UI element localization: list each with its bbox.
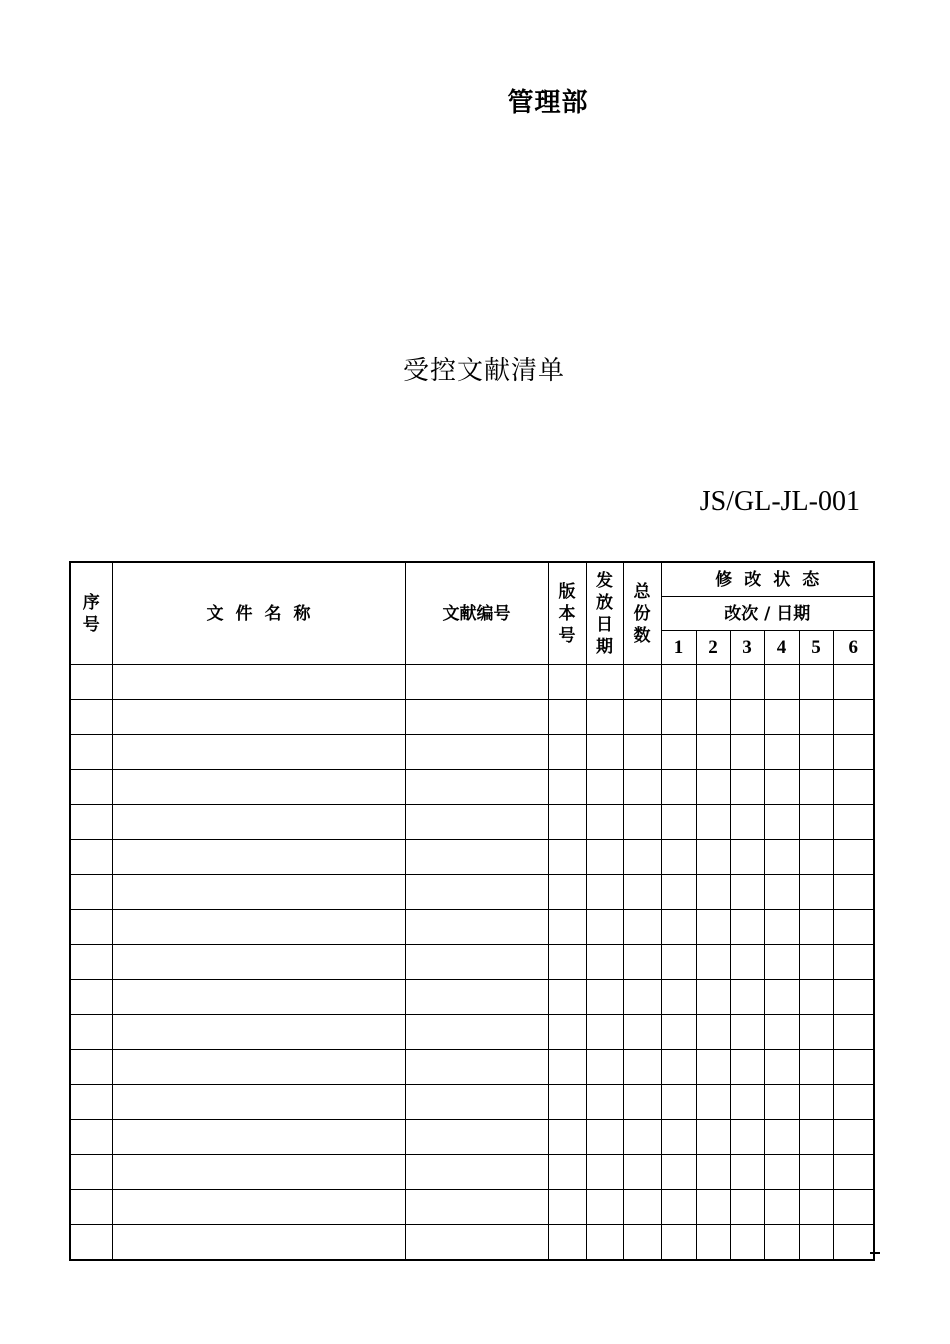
header-total-copies-char: 数 [633, 625, 651, 646]
table-cell[interactable] [696, 1225, 730, 1261]
table-cell[interactable] [730, 1015, 764, 1050]
table-cell[interactable] [661, 700, 696, 735]
table-cell[interactable] [405, 1050, 548, 1085]
table-cell[interactable] [70, 700, 112, 735]
table-cell[interactable] [661, 1155, 696, 1190]
header-version-char: 版 [558, 581, 576, 602]
table-cell[interactable] [833, 980, 874, 1015]
table-cell[interactable] [405, 910, 548, 945]
table-cell[interactable] [730, 980, 764, 1015]
table-row [70, 1225, 874, 1261]
table-row [70, 980, 874, 1015]
table-cell[interactable] [661, 1050, 696, 1085]
table-cell[interactable] [696, 945, 730, 980]
table-cell[interactable] [112, 1190, 405, 1225]
table-cell[interactable] [405, 665, 548, 700]
table-cell[interactable] [112, 700, 405, 735]
table-cell[interactable] [764, 1225, 799, 1261]
table-cell[interactable] [70, 1225, 112, 1261]
table-cell[interactable] [623, 665, 661, 700]
table-cell[interactable] [586, 1085, 623, 1120]
table-cell[interactable] [112, 1120, 405, 1155]
table-cell[interactable] [833, 910, 874, 945]
table-cell[interactable] [764, 910, 799, 945]
table-cell[interactable] [586, 1190, 623, 1225]
table-cell[interactable] [548, 910, 586, 945]
table-cell[interactable] [548, 1225, 586, 1261]
table-cell[interactable] [661, 770, 696, 805]
table-cell[interactable] [623, 840, 661, 875]
revision-number: 6 [833, 631, 874, 665]
table-cell[interactable] [586, 700, 623, 735]
table-cell[interactable] [70, 805, 112, 840]
table-cell[interactable] [730, 945, 764, 980]
table-cell[interactable] [70, 1050, 112, 1085]
table-cell[interactable] [112, 840, 405, 875]
table-row [70, 1190, 874, 1225]
table-cell[interactable] [405, 700, 548, 735]
table-cell[interactable] [833, 1190, 874, 1225]
table-cell[interactable] [623, 1190, 661, 1225]
table-cell[interactable] [70, 840, 112, 875]
table-cell[interactable] [730, 700, 764, 735]
table-cell[interactable] [764, 805, 799, 840]
table-cell[interactable] [548, 875, 586, 910]
table-cell[interactable] [661, 1225, 696, 1261]
table-cell[interactable] [405, 770, 548, 805]
table-row [70, 1085, 874, 1120]
table-cell[interactable] [623, 875, 661, 910]
table-cell[interactable] [764, 875, 799, 910]
table-cell[interactable] [586, 1120, 623, 1155]
table-cell[interactable] [799, 1015, 833, 1050]
table-cell[interactable] [764, 770, 799, 805]
header-revision-status: 修改状态 [661, 562, 874, 597]
table-cell[interactable] [696, 910, 730, 945]
table-cell[interactable] [764, 1015, 799, 1050]
table-cell[interactable] [586, 805, 623, 840]
table-cell[interactable] [548, 980, 586, 1015]
header-document-number: 文献编号 [405, 562, 548, 665]
table-cell[interactable] [799, 1190, 833, 1225]
table-cell[interactable] [696, 840, 730, 875]
table-cell[interactable] [623, 1050, 661, 1085]
table-cell[interactable] [764, 980, 799, 1015]
table-row [70, 1015, 874, 1050]
table-cell[interactable] [586, 735, 623, 770]
table-cell[interactable] [405, 875, 548, 910]
table-cell[interactable] [696, 665, 730, 700]
header-revision-date: 改次 / 日期 [661, 597, 874, 631]
table-cell[interactable] [833, 1015, 874, 1050]
document-title: 受控文献清单 [402, 356, 565, 386]
table-row [70, 735, 874, 770]
table-cell[interactable] [405, 1015, 548, 1050]
table-cell[interactable] [730, 1225, 764, 1261]
table-cell[interactable] [112, 875, 405, 910]
table-cell[interactable] [112, 665, 405, 700]
table-cell[interactable] [799, 700, 833, 735]
header-total-copies-char: 份 [633, 603, 651, 624]
table-cell[interactable] [730, 805, 764, 840]
table-cell[interactable] [623, 770, 661, 805]
table-cell[interactable] [833, 770, 874, 805]
table-row [70, 770, 874, 805]
table-cell[interactable] [586, 770, 623, 805]
table-cell[interactable] [112, 980, 405, 1015]
table-cell[interactable] [764, 1155, 799, 1190]
table-cell[interactable] [661, 805, 696, 840]
table-cell[interactable] [799, 770, 833, 805]
table-cell[interactable] [586, 840, 623, 875]
header-seq-char: 号 [82, 614, 100, 635]
table-cell[interactable] [833, 1225, 874, 1261]
table-cell[interactable] [586, 665, 623, 700]
table-cell[interactable] [548, 1085, 586, 1120]
table-cell[interactable] [799, 735, 833, 770]
department-title: 管理部 [507, 88, 589, 118]
table-cell[interactable] [70, 1015, 112, 1050]
table-cell[interactable] [112, 1155, 405, 1190]
table-cell[interactable] [548, 1015, 586, 1050]
table-row [70, 1050, 874, 1085]
table-cell[interactable] [730, 665, 764, 700]
table-cell[interactable] [405, 1120, 548, 1155]
table-cell[interactable] [70, 980, 112, 1015]
table-cell[interactable] [661, 840, 696, 875]
table-cell[interactable] [405, 735, 548, 770]
table-cell[interactable] [833, 945, 874, 980]
header-version-char: 本 [558, 603, 576, 624]
table-cell[interactable] [661, 1190, 696, 1225]
table-corner-mark [870, 1252, 880, 1254]
table-cell[interactable] [623, 1015, 661, 1050]
table-cell[interactable] [833, 805, 874, 840]
table-cell[interactable] [548, 840, 586, 875]
header-issue-date-char: 日 [596, 614, 613, 635]
table-cell[interactable] [623, 1225, 661, 1261]
table-cell[interactable] [548, 735, 586, 770]
table-cell[interactable] [405, 1225, 548, 1261]
revision-number: 1 [661, 631, 696, 665]
header-seq [70, 562, 112, 665]
table-cell[interactable] [799, 1085, 833, 1120]
table-cell[interactable] [730, 1120, 764, 1155]
table-row [70, 875, 874, 910]
table-cell[interactable] [833, 700, 874, 735]
header-issue-date [586, 562, 623, 665]
table-cell[interactable] [696, 1050, 730, 1085]
table-row [70, 910, 874, 945]
table-cell[interactable] [799, 665, 833, 700]
table-cell[interactable] [548, 770, 586, 805]
header-file-name: 文件名称 [112, 562, 405, 665]
header-total-copies-char: 总 [633, 581, 651, 602]
table-cell[interactable] [661, 945, 696, 980]
table-cell[interactable] [586, 1155, 623, 1190]
table-cell[interactable] [833, 735, 874, 770]
table-cell[interactable] [405, 1085, 548, 1120]
revision-number: 3 [730, 631, 764, 665]
table-cell[interactable] [70, 875, 112, 910]
table-cell[interactable] [112, 735, 405, 770]
table-cell[interactable] [730, 735, 764, 770]
table-cell[interactable] [661, 1120, 696, 1155]
header-issue-date-char: 放 [596, 592, 613, 613]
table-cell[interactable] [112, 1015, 405, 1050]
table-cell[interactable] [548, 805, 586, 840]
table-cell[interactable] [730, 910, 764, 945]
table-cell[interactable] [799, 1155, 833, 1190]
table-cell[interactable] [833, 665, 874, 700]
table-cell[interactable] [586, 875, 623, 910]
table-cell[interactable] [764, 1120, 799, 1155]
table-cell[interactable] [696, 1015, 730, 1050]
controlled-documents-table [69, 561, 875, 1261]
table-cell[interactable] [623, 1155, 661, 1190]
table-cell[interactable] [661, 735, 696, 770]
revision-number: 5 [799, 631, 833, 665]
revision-number: 4 [764, 631, 799, 665]
table-cell[interactable] [730, 875, 764, 910]
table-cell[interactable] [623, 945, 661, 980]
table-cell[interactable] [112, 770, 405, 805]
table-row [70, 1155, 874, 1190]
table-cell[interactable] [696, 735, 730, 770]
table-cell[interactable] [405, 840, 548, 875]
table-row [70, 665, 874, 700]
table-cell[interactable] [799, 875, 833, 910]
table-cell[interactable] [548, 945, 586, 980]
table-cell[interactable] [548, 1050, 586, 1085]
table-cell[interactable] [764, 665, 799, 700]
table-cell[interactable] [764, 1085, 799, 1120]
table-cell[interactable] [799, 980, 833, 1015]
table-cell[interactable] [764, 700, 799, 735]
table-cell[interactable] [70, 945, 112, 980]
table-cell[interactable] [112, 945, 405, 980]
table-cell[interactable] [730, 840, 764, 875]
table-cell[interactable] [548, 700, 586, 735]
table-cell[interactable] [112, 1085, 405, 1120]
table-cell[interactable] [696, 1190, 730, 1225]
table-cell[interactable] [730, 1155, 764, 1190]
table-cell[interactable] [405, 805, 548, 840]
table-cell[interactable] [833, 1155, 874, 1190]
table-cell[interactable] [764, 1050, 799, 1085]
table-cell[interactable] [112, 910, 405, 945]
table-cell[interactable] [661, 1085, 696, 1120]
table-cell[interactable] [70, 770, 112, 805]
table-cell[interactable] [70, 1120, 112, 1155]
table-cell[interactable] [730, 1085, 764, 1120]
table-cell[interactable] [405, 1155, 548, 1190]
table-cell[interactable] [586, 1015, 623, 1050]
header-total-copies [623, 562, 661, 665]
table-cell[interactable] [661, 665, 696, 700]
table-cell[interactable] [730, 1190, 764, 1225]
header-version [548, 562, 586, 665]
document-code: JS/GL-JL-001 [699, 486, 860, 517]
table-cell[interactable] [70, 910, 112, 945]
table-row [70, 1120, 874, 1155]
table-row [70, 805, 874, 840]
table-cell[interactable] [112, 1050, 405, 1085]
table-row [70, 840, 874, 875]
table-cell[interactable] [70, 735, 112, 770]
table-cell[interactable] [661, 980, 696, 1015]
table-cell[interactable] [764, 735, 799, 770]
table-cell[interactable] [764, 840, 799, 875]
table-cell[interactable] [70, 1155, 112, 1190]
table-cell[interactable] [70, 1190, 112, 1225]
table-row [70, 945, 874, 980]
table-cell[interactable] [586, 1225, 623, 1261]
table-cell[interactable] [730, 1050, 764, 1085]
table-cell[interactable] [833, 875, 874, 910]
table-cell[interactable] [586, 1050, 623, 1085]
table-cell[interactable] [661, 875, 696, 910]
table-cell[interactable] [661, 910, 696, 945]
table-cell[interactable] [696, 770, 730, 805]
table-cell[interactable] [623, 980, 661, 1015]
table-cell[interactable] [548, 1190, 586, 1225]
table-cell[interactable] [833, 1050, 874, 1085]
header-issue-date-char: 期 [596, 636, 613, 657]
table-cell[interactable] [405, 980, 548, 1015]
table-cell[interactable] [696, 805, 730, 840]
table-cell[interactable] [696, 1155, 730, 1190]
table-cell[interactable] [405, 945, 548, 980]
table-cell[interactable] [696, 700, 730, 735]
table-cell[interactable] [799, 840, 833, 875]
table-cell[interactable] [623, 1120, 661, 1155]
table-cell[interactable] [70, 665, 112, 700]
table-cell[interactable] [799, 910, 833, 945]
revision-number: 2 [696, 631, 730, 665]
table-cell[interactable] [833, 1120, 874, 1155]
header-version-char: 号 [558, 625, 576, 646]
header-seq-char: 序 [82, 592, 100, 613]
table-cell[interactable] [548, 665, 586, 700]
table-cell[interactable] [112, 1225, 405, 1261]
table-cell[interactable] [730, 770, 764, 805]
table-cell[interactable] [696, 875, 730, 910]
table-cell[interactable] [70, 1085, 112, 1120]
table-cell[interactable] [548, 1120, 586, 1155]
header-issue-date-char: 发 [596, 570, 613, 591]
table-cell[interactable] [623, 805, 661, 840]
table-cell[interactable] [623, 910, 661, 945]
table-cell[interactable] [623, 700, 661, 735]
table-cell[interactable] [112, 805, 405, 840]
table-cell[interactable] [696, 1085, 730, 1120]
table-cell[interactable] [799, 1120, 833, 1155]
table-cell[interactable] [799, 945, 833, 980]
table-row [70, 700, 874, 735]
table-cell[interactable] [405, 1190, 548, 1225]
table-cell[interactable] [623, 735, 661, 770]
table-cell[interactable] [586, 910, 623, 945]
table-cell[interactable] [661, 1015, 696, 1050]
table-cell[interactable] [696, 1120, 730, 1155]
table-cell[interactable] [764, 945, 799, 980]
table-cell[interactable] [764, 1190, 799, 1225]
table-cell[interactable] [548, 1155, 586, 1190]
table-cell[interactable] [799, 1050, 833, 1085]
table-cell[interactable] [799, 1225, 833, 1261]
table-cell[interactable] [586, 945, 623, 980]
table-cell[interactable] [799, 805, 833, 840]
table-cell[interactable] [696, 980, 730, 1015]
table-cell[interactable] [623, 1085, 661, 1120]
table-cell[interactable] [586, 980, 623, 1015]
table-cell[interactable] [833, 840, 874, 875]
table-cell[interactable] [833, 1085, 874, 1120]
